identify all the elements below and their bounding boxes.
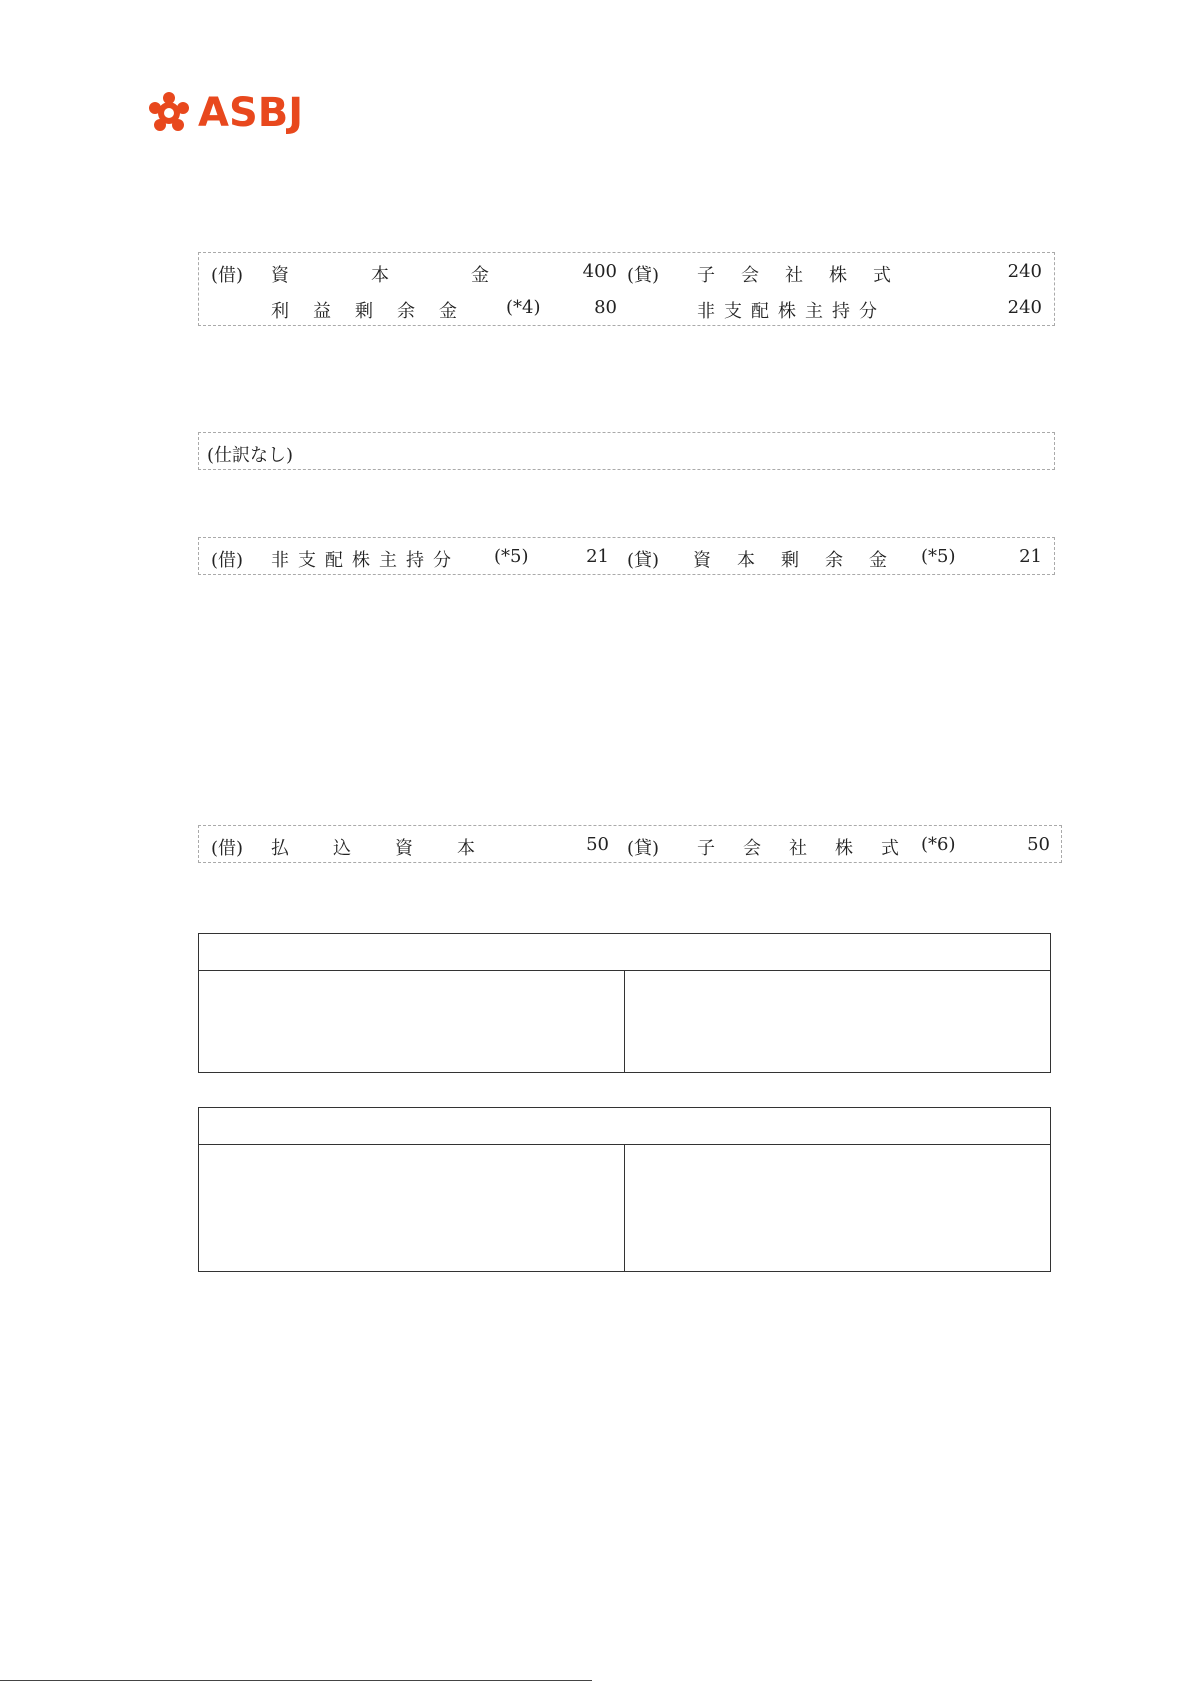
debit-amount: 50 [586, 834, 609, 855]
credit-label: (貸) [627, 265, 660, 286]
journal-row [199, 289, 1054, 325]
table-cell-left [199, 971, 625, 1072]
credit-account: 非支配株主持分 [697, 301, 886, 322]
no-entry-text: (仕訳なし) [207, 445, 294, 466]
empty-table-2 [198, 1107, 1051, 1272]
table-header [199, 934, 1050, 971]
debit-account: 非支配株主持分 [271, 550, 460, 571]
table-cell-right [625, 1145, 1050, 1271]
table-body [199, 1145, 1050, 1271]
note-ref: (*5) [494, 546, 529, 567]
empty-table-1 [198, 933, 1051, 1073]
debit-amount: 21 [586, 546, 609, 567]
table-cell-right [625, 971, 1050, 1072]
journal-entry-3 [198, 537, 1055, 575]
logo-text: ASBJ [198, 90, 304, 136]
debit-account: 資 本 金 [271, 265, 521, 286]
note-ref: (*4) [506, 297, 541, 318]
journal-entry-2 [198, 432, 1055, 470]
credit-amount: 240 [1007, 297, 1042, 318]
credit-amount: 21 [1019, 546, 1042, 567]
credit-amount: 50 [1027, 834, 1050, 855]
credit-amount: 240 [1007, 261, 1042, 282]
debit-amount: 400 [582, 261, 617, 282]
debit-amount: 80 [594, 297, 617, 318]
asbj-logo [146, 90, 303, 136]
debit-label: (借) [211, 265, 244, 286]
note-ref: (*6) [921, 834, 956, 855]
asbj-emblem-icon [146, 90, 192, 136]
journal-entry-4 [198, 825, 1062, 863]
credit-label: (貸) [627, 550, 660, 571]
debit-account: 利益剰余金 [271, 301, 481, 322]
credit-account: 資本剰余金 [693, 550, 913, 571]
journal-row [199, 538, 1054, 574]
table-header [199, 1108, 1050, 1145]
credit-account: 子会社株式 [697, 265, 917, 286]
debit-label: (借) [211, 550, 244, 571]
debit-account: 払込資本 [271, 838, 519, 859]
note-ref: (*5) [921, 546, 956, 567]
journal-row [199, 253, 1054, 289]
journal-row [199, 433, 1054, 469]
credit-label: (貸) [627, 838, 660, 859]
footnote-rule [0, 1680, 592, 1681]
debit-label: (借) [211, 838, 244, 859]
table-cell-left [199, 1145, 625, 1271]
journal-entry-1 [198, 252, 1055, 326]
table-body [199, 971, 1050, 1072]
credit-account: 子会社株式 [697, 838, 927, 859]
journal-row [199, 826, 1061, 862]
